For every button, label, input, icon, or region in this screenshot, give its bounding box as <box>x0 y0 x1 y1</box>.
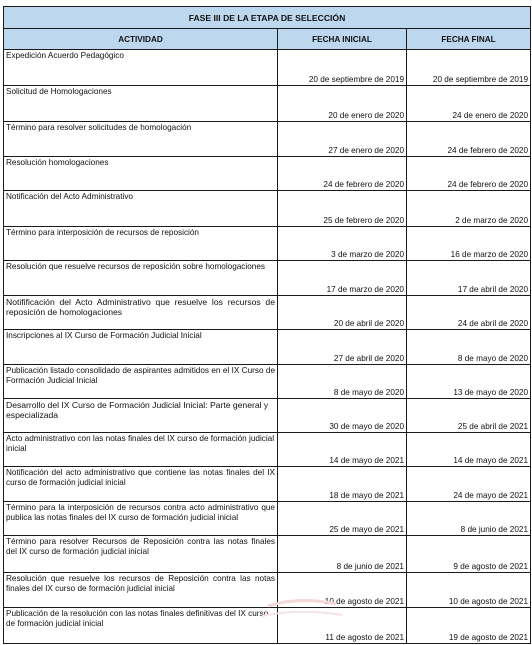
column-header-activity: ACTIVIDAD <box>4 29 278 50</box>
table-row <box>4 502 531 536</box>
table-body <box>4 50 531 644</box>
start-date-cell: 18 de mayo de 2021 <box>278 467 407 502</box>
start-date-cell: 20 de abril de 2020 <box>278 296 407 330</box>
table-row <box>4 536 531 573</box>
table-row <box>4 573 531 608</box>
end-date-cell: 16 de marzo de 2020 <box>407 227 531 261</box>
end-date-cell: 17 de abril de 2020 <box>407 261 531 296</box>
activity-cell: Resolución homologaciones <box>4 157 278 191</box>
table-row <box>4 467 531 502</box>
table-row <box>4 261 531 296</box>
end-date-cell: 24 de abril de 2020 <box>407 296 531 330</box>
start-date-cell: 10 de agosto de 2021 <box>278 573 407 608</box>
activity-cell: Publicación listado consolidado de aspirantes admitidos en el IX Curso de Formación Judicial Inicial <box>4 365 278 399</box>
activity-cell: Término para resolver solicitudes de homologación <box>4 122 278 157</box>
schedule-table-wrapper <box>3 6 530 644</box>
activity-cell: Término para la interposición de recursos contra acto administrativo que publica las notas finales del IX curso de formación judicial inicial <box>4 502 278 536</box>
activity-cell: Resolución que resuelve recursos de reposición sobre homologaciones <box>4 261 278 296</box>
table-row <box>4 330 531 365</box>
end-date-cell: 24 de mayo de 2021 <box>407 467 531 502</box>
end-date-cell: 25 de abril de 2021 <box>407 399 531 433</box>
end-date-cell: 24 de febrero de 2020 <box>407 122 531 157</box>
table-row <box>4 157 531 191</box>
table-row <box>4 191 531 227</box>
schedule-table <box>3 6 531 644</box>
table-title: FASE III DE LA ETAPA DE SELECCIÓN <box>4 7 531 29</box>
end-date-cell: 8 de mayo de 2020 <box>407 330 531 365</box>
start-date-cell: 24 de febrero de 2020 <box>278 157 407 191</box>
activity-cell: Término para interposición de recursos de reposición <box>4 227 278 261</box>
activity-cell: Acto administrativo con las notas finales del IX curso de formación judicial inicial <box>4 433 278 467</box>
activity-cell: Desarrollo del IX Curso de Formación Judicial Inicial: Parte general y especializada <box>4 399 278 433</box>
end-date-cell: 20 de septiembre de 2019 <box>407 50 531 86</box>
start-date-cell: 17 de marzo de 2020 <box>278 261 407 296</box>
start-date-cell: 11 de agosto de 2021 <box>278 608 407 644</box>
end-date-cell: 2 de marzo de 2020 <box>407 191 531 227</box>
start-date-cell: 25 de mayo de 2021 <box>278 502 407 536</box>
end-date-cell: 24 de febrero de 2020 <box>407 157 531 191</box>
activity-cell: Inscripciones al IX Curso de Formación Judicial Inicial <box>4 330 278 365</box>
table-row <box>4 227 531 261</box>
end-date-cell: 13 de mayo de 2020 <box>407 365 531 399</box>
activity-cell: Resolución que resuelve los recursos de Reposición contra las notas finales del IX curso de formación judicial inicial <box>4 573 278 608</box>
start-date-cell: 30 de mayo de 2020 <box>278 399 407 433</box>
end-date-cell: 14 de mayo de 2021 <box>407 433 531 467</box>
start-date-cell: 8 de junio de 2021 <box>278 536 407 573</box>
start-date-cell: 20 de enero de 2020 <box>278 86 407 122</box>
start-date-cell: 27 de enero de 2020 <box>278 122 407 157</box>
end-date-cell: 19 de agosto de 2021 <box>407 608 531 644</box>
activity-cell: Solicitud de Homologaciones <box>4 86 278 122</box>
start-date-cell: 20 de septiembre de 2019 <box>278 50 407 86</box>
start-date-cell: 14 de mayo de 2021 <box>278 433 407 467</box>
activity-cell: Notifificación del Acto Administrativo que resuelve los recursos de reposición de homologaciones <box>4 296 278 330</box>
table-row <box>4 365 531 399</box>
start-date-cell: 25 de febrero de 2020 <box>278 191 407 227</box>
activity-cell: Publicación de la resolución con las notas finales definitivas del IX curso de formación judicial inicial <box>4 608 278 644</box>
start-date-cell: 8 de mayo de 2020 <box>278 365 407 399</box>
end-date-cell: 8 de junio de 2021 <box>407 502 531 536</box>
table-row <box>4 50 531 86</box>
table-row <box>4 608 531 644</box>
table-row <box>4 122 531 157</box>
start-date-cell: 27 de abril de 2020 <box>278 330 407 365</box>
activity-cell: Notificación del acto administrativo que contiene las notas finales del IX curso de formación judicial inicial <box>4 467 278 502</box>
table-row <box>4 86 531 122</box>
end-date-cell: 10 de agosto de 2021 <box>407 573 531 608</box>
activity-cell: Notificación del Acto Administrativo <box>4 191 278 227</box>
activity-cell: Término para resolver Recursos de Reposición contra las notas finales del IX curso de formación judicial inicial <box>4 536 278 573</box>
activity-cell: Expedición Acuerdo Pedagógico <box>4 50 278 86</box>
column-header-end-date: FECHA FINAL <box>407 29 531 50</box>
start-date-cell: 3 de marzo de 2020 <box>278 227 407 261</box>
end-date-cell: 24 de enero de 2020 <box>407 86 531 122</box>
table-row <box>4 433 531 467</box>
end-date-cell: 9 de agosto de 2021 <box>407 536 531 573</box>
table-row <box>4 296 531 330</box>
table-row <box>4 399 531 433</box>
column-header-start-date: FECHA INICIAL <box>278 29 407 50</box>
